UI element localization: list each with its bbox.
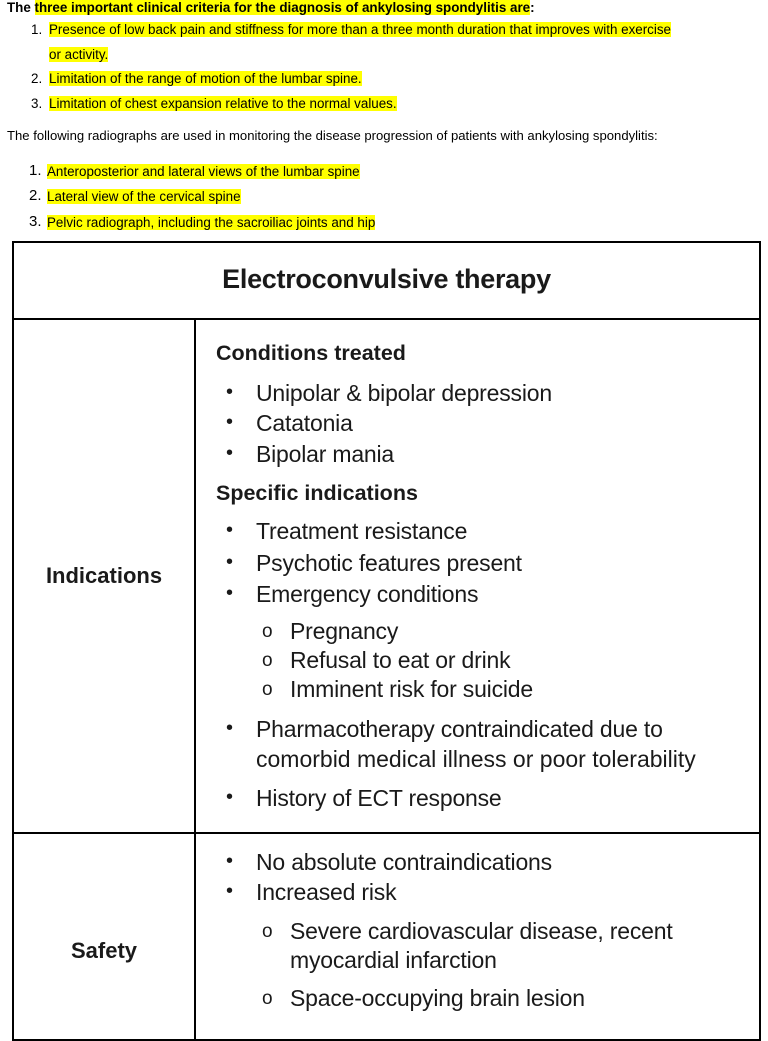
- specific-indication-item: • Psychotic features present: [256, 550, 522, 577]
- safety-label: Safety: [70, 938, 138, 963]
- criteria-item-1-number: 1.: [31, 22, 43, 37]
- pharmacotherapy-item-continued: comorbid medical illness or poor tolerability: [256, 746, 696, 772]
- criteria-item-3-text: Limitation of chest expansion relative to the normal values.: [49, 96, 397, 111]
- radiograph-item-3-text: Pelvic radiograph, including the sacroiliac joints and hip: [47, 215, 376, 230]
- indications-label: Indications: [45, 563, 163, 588]
- safety-sub-item: o Severe cardiovascular disease, recent: [290, 918, 673, 945]
- radiograph-item-1-text: Anteroposterior and lateral views of the lumbar spine: [47, 164, 360, 179]
- specific-indications-heading: Specific indications: [216, 481, 418, 505]
- criteria-heading-suffix: :: [530, 0, 535, 15]
- ect-table: [12, 241, 761, 1041]
- condition-item: • Catatonia: [256, 410, 353, 437]
- ect-response-item: • History of ECT response: [256, 785, 502, 812]
- emergency-sub-item: o Refusal to eat or drink: [290, 647, 510, 674]
- condition-item: • Bipolar mania: [256, 441, 394, 468]
- ect-table-title: Electroconvulsive therapy: [222, 264, 551, 294]
- radiograph-item-2-text: Lateral view of the cervical spine: [47, 189, 241, 204]
- safety-sub-item: o Space-occupying brain lesion: [290, 985, 585, 1012]
- criteria-item-2-number: 2.: [31, 71, 43, 86]
- table-divider-header: [14, 318, 759, 320]
- emergency-sub-item: o Pregnancy: [290, 618, 398, 645]
- criteria-heading-highlight: three important clinical criteria for the diagnosis of ankylosing spondylitis are: [34, 0, 531, 15]
- radiograph-item-1-number: 1.: [29, 162, 42, 179]
- conditions-treated-heading: Conditions treated: [216, 341, 406, 365]
- table-column-divider: [194, 320, 196, 1039]
- criteria-item-1-line-2: or activity.: [49, 47, 109, 62]
- safety-item: • Increased risk: [256, 879, 396, 906]
- radiograph-item-3-number: 3.: [29, 213, 42, 230]
- pharmacotherapy-item: • Pharmacotherapy contraindicated due to: [256, 716, 663, 743]
- criteria-heading: [7, 0, 535, 15]
- safety-sub-item-continued: myocardial infarction: [290, 947, 497, 973]
- criteria-heading-prefix: The: [7, 0, 31, 15]
- emergency-sub-item: o Imminent risk for suicide: [290, 676, 533, 703]
- criteria-item-2-text: Limitation of the range of motion of the lumbar spine.: [49, 71, 362, 86]
- specific-indication-item: • Treatment resistance: [256, 518, 467, 545]
- radiograph-item-2-number: 2.: [29, 187, 42, 204]
- criteria-item-3-number: 3.: [31, 96, 43, 111]
- table-divider-safety: [14, 832, 759, 834]
- condition-item: • Unipolar & bipolar depression: [256, 380, 552, 407]
- specific-indication-item: • Emergency conditions: [256, 581, 478, 608]
- radiographs-heading: The following radiographs are used in monitoring the disease progression of patients with ankylosing spondylitis:: [7, 128, 658, 143]
- criteria-item-1-line-1: Presence of low back pain and stiffness for more than a three month duration that improves with exercise: [49, 22, 671, 37]
- safety-item: • No absolute contraindications: [256, 849, 552, 876]
